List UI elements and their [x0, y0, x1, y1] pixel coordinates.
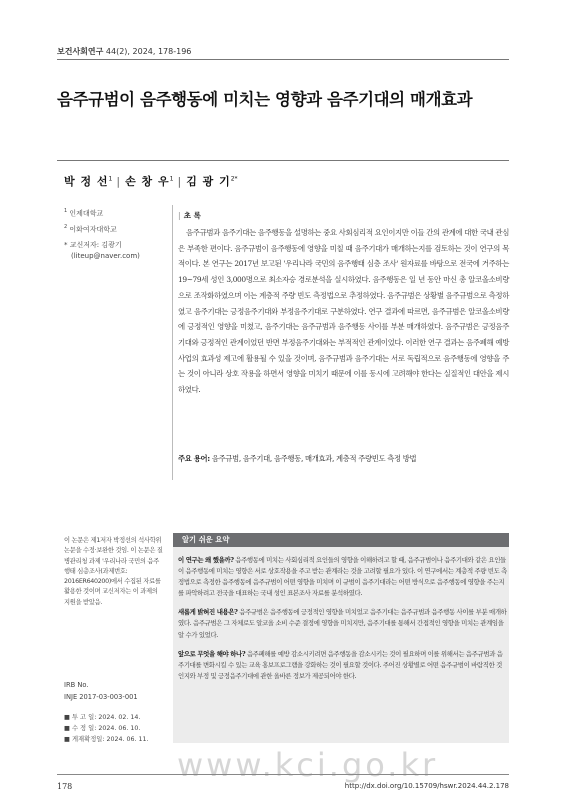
date-row — [64, 723, 149, 734]
author-separator: | — [177, 175, 183, 188]
submission-dates — [64, 712, 149, 745]
keywords — [178, 454, 416, 464]
kci-watermark: www.kci.go.kr — [177, 746, 439, 784]
summary-paragraph — [178, 649, 507, 682]
journal-volume-pages: 44(2), 2024, 178-196 — [103, 47, 192, 56]
date-label: ■ 수 정 일: — [64, 725, 99, 732]
footer-rule — [57, 774, 509, 775]
journal-name: 보건사회연구 — [57, 47, 104, 56]
summary-answer: 음주규범은 음주행동에 긍정적인 영향을 미치었고 음주기대는 음주규범과 음주행동 사이를 부분 매개하였다. 음주규범은 그 자체로도 알코올 소비 수준 결정에 영향을 미치지만, 음주기대를 통해서 간접적인 영향을 미치는 관계임을 알 수가 있었다. — [178, 608, 507, 639]
easy-summary-label: 알기 쉬운 요약 — [182, 535, 230, 544]
date-value: 2024. 06. 10. — [98, 725, 141, 732]
summary-question: 이 연구는 왜 했을까? — [178, 556, 234, 564]
irb-number: INJE 2017-03-003-001 — [64, 692, 138, 701]
keywords-text: 음주규범, 음주기대, 음주행동, 매개효과, 계층적 주량빈도 측정 방법 — [209, 454, 417, 463]
funding-note: 이 논문은 제1저자 박정선의 석사학위논문을 수정·보완한 것임. 이 논문은 질병관리청 과제 '우리나라 국민의 음주행태 심층조사(과제번호: 2016ER640200)에서 수집된 자료를 활용한 것이며 교신저자는 이 과제의 지원을 받았음. — [64, 537, 163, 606]
author-affil-mark: 2* — [230, 175, 238, 183]
article-title: 음주규범이 음주행동에 미치는 영향과 음주기대의 매개효과 — [57, 90, 473, 109]
keywords-label: 주요 용어: — [178, 454, 210, 463]
affil-mark: 2 — [64, 224, 68, 230]
author-separator: | — [116, 175, 122, 188]
date-label: ■ 게재확정일: — [64, 736, 107, 743]
author-affil-mark: 1 — [169, 175, 174, 183]
summary-paragraph — [178, 607, 507, 640]
title-rule — [57, 160, 509, 161]
affil-mark: 1 — [64, 208, 68, 214]
date-label: ■ 투 고 일: — [64, 714, 99, 721]
author-name: 손 창 우 — [125, 175, 170, 188]
affil-text: 이화여자대학교 — [67, 225, 117, 234]
irb-info — [64, 680, 138, 703]
author-name: 김 광 기 — [186, 175, 231, 188]
abstract-heading — [178, 210, 201, 221]
date-row — [64, 712, 149, 723]
journal-header — [57, 46, 191, 57]
corresponding-author-email: (liteup@naver.com) — [71, 252, 140, 260]
date-value: 2024. 02. 14. — [98, 714, 141, 721]
corresponding-author — [64, 240, 140, 262]
affiliation — [64, 222, 117, 235]
corresponding-author-name: * 교신저자: 김광기 — [64, 241, 122, 249]
author-list — [64, 173, 238, 189]
author-name: 박 정 선 — [64, 175, 109, 188]
affiliation — [64, 206, 103, 219]
irb-label: IRB No. — [64, 681, 89, 689]
column-divider — [172, 205, 173, 480]
doi-link[interactable]: http://dx.doi.org/10.15709/hswr.2024.44.2.178 — [344, 782, 509, 790]
date-value: 2024. 06. 11. — [106, 736, 149, 743]
page-number: 178 — [57, 782, 73, 791]
summary-question: 앞으로 무엇을 해야 하나? — [178, 649, 246, 658]
easy-summary-header — [173, 533, 509, 547]
header-rule — [57, 59, 509, 60]
easy-summary-body — [178, 555, 507, 690]
summary-question: 새롭게 밝혀진 내용은? — [178, 608, 238, 617]
abstract-label: 초 록 — [183, 211, 201, 220]
affil-text: 인제대학교 — [67, 209, 104, 218]
author-affil-mark: 1 — [108, 175, 113, 183]
abstract-body: 음주규범과 음주기대는 음주행동을 설명하는 중요 사회심리적 요인이지만 이들 간의 관계에 대한 국내 관심은 부족한 편이다. 음주규범이 음주행동에 영향을 미칠 때 음주기대가 매개하는지를 검토하는 것이 연구의 목적이다. 본 연구는 2017년 보고된 '우리나라 국민의 음주행태 심층 조사' 원자료를 바탕으로 전국에 거주하는 19~79세 성인 3,000명으로 최소자승 경로분석을 실시하였다. 음주행동은 일 년 동안 마신 총 알코올소비량으로 조작화하였으며 이는 계층적 주량 빈도 측정법으로 추정하였다. 음주규범은 상황별 음주규범으로 측정하였고 음주기대는 긍정음주기대와 부정음주기대로 구분하였다. 연구 결과에 따르면, 음주규범은 알코올소비량에 긍정적인 영향을 미쳤고, 음주기대는 음주규범과 음주행동 사이를 부분 매개하였다. 음주규범은 긍정음주기대와 긍정적인 관계이었던 반면 부정음주기대와는 부적적인 관계이었다. 이러한 연구 결과는 음주폐해 예방 사업의 효과성 제고에 활용될 수 있을 것이며, 음주규범과 음주기대는 서로 독립적으로 음주행동에 영향을 주는 것이 아니라 상호 작용을 하면서 영향을 미치기 때문에 이를 동시에 고려해야 한다는 실질적인 대안을 제시하였다. — [178, 228, 509, 395]
summary-paragraph — [178, 555, 507, 599]
abstract-marker: | — [178, 211, 181, 220]
summary-answer: 음주행동에 미치는 사회심리적 요인들의 영향을 이해하려고 할 때, 음주규범이나 음주기대와 같은 요인들이 음주행동에 미치는 영향은 서로 상호작용을 주고 받는 관계라는 것을 고려할 필요가 있다. 이 연구에서는 계층적 주량 빈도 측정법으로 측정한 음주행동에 음주규범이 어떤 영향을 미치며 이 규범이 음주기대라는 어떤 방식으로 음주행동에 영향을 주는지를 파악하려고 전국을 대표하는 국내 성인 표본조사 자료를 분석하였다. — [178, 556, 507, 598]
summary-answer: 음주폐해를 예방 감소시키려면 음주행동을 감소시키는 것이 필요하며 이를 위해서는 음주규범과 음주기대를 변화시킬 수 있는 교육 홍보프로그램을 강화하는 것이 필요할 것이다. 주어진 상황별로 어떤 음주규범이 바람직한 것인지와 부정 및 긍정음주기대에 관한 올바른 정보가 제공되어야 한다. — [178, 649, 503, 680]
date-row — [64, 734, 149, 745]
